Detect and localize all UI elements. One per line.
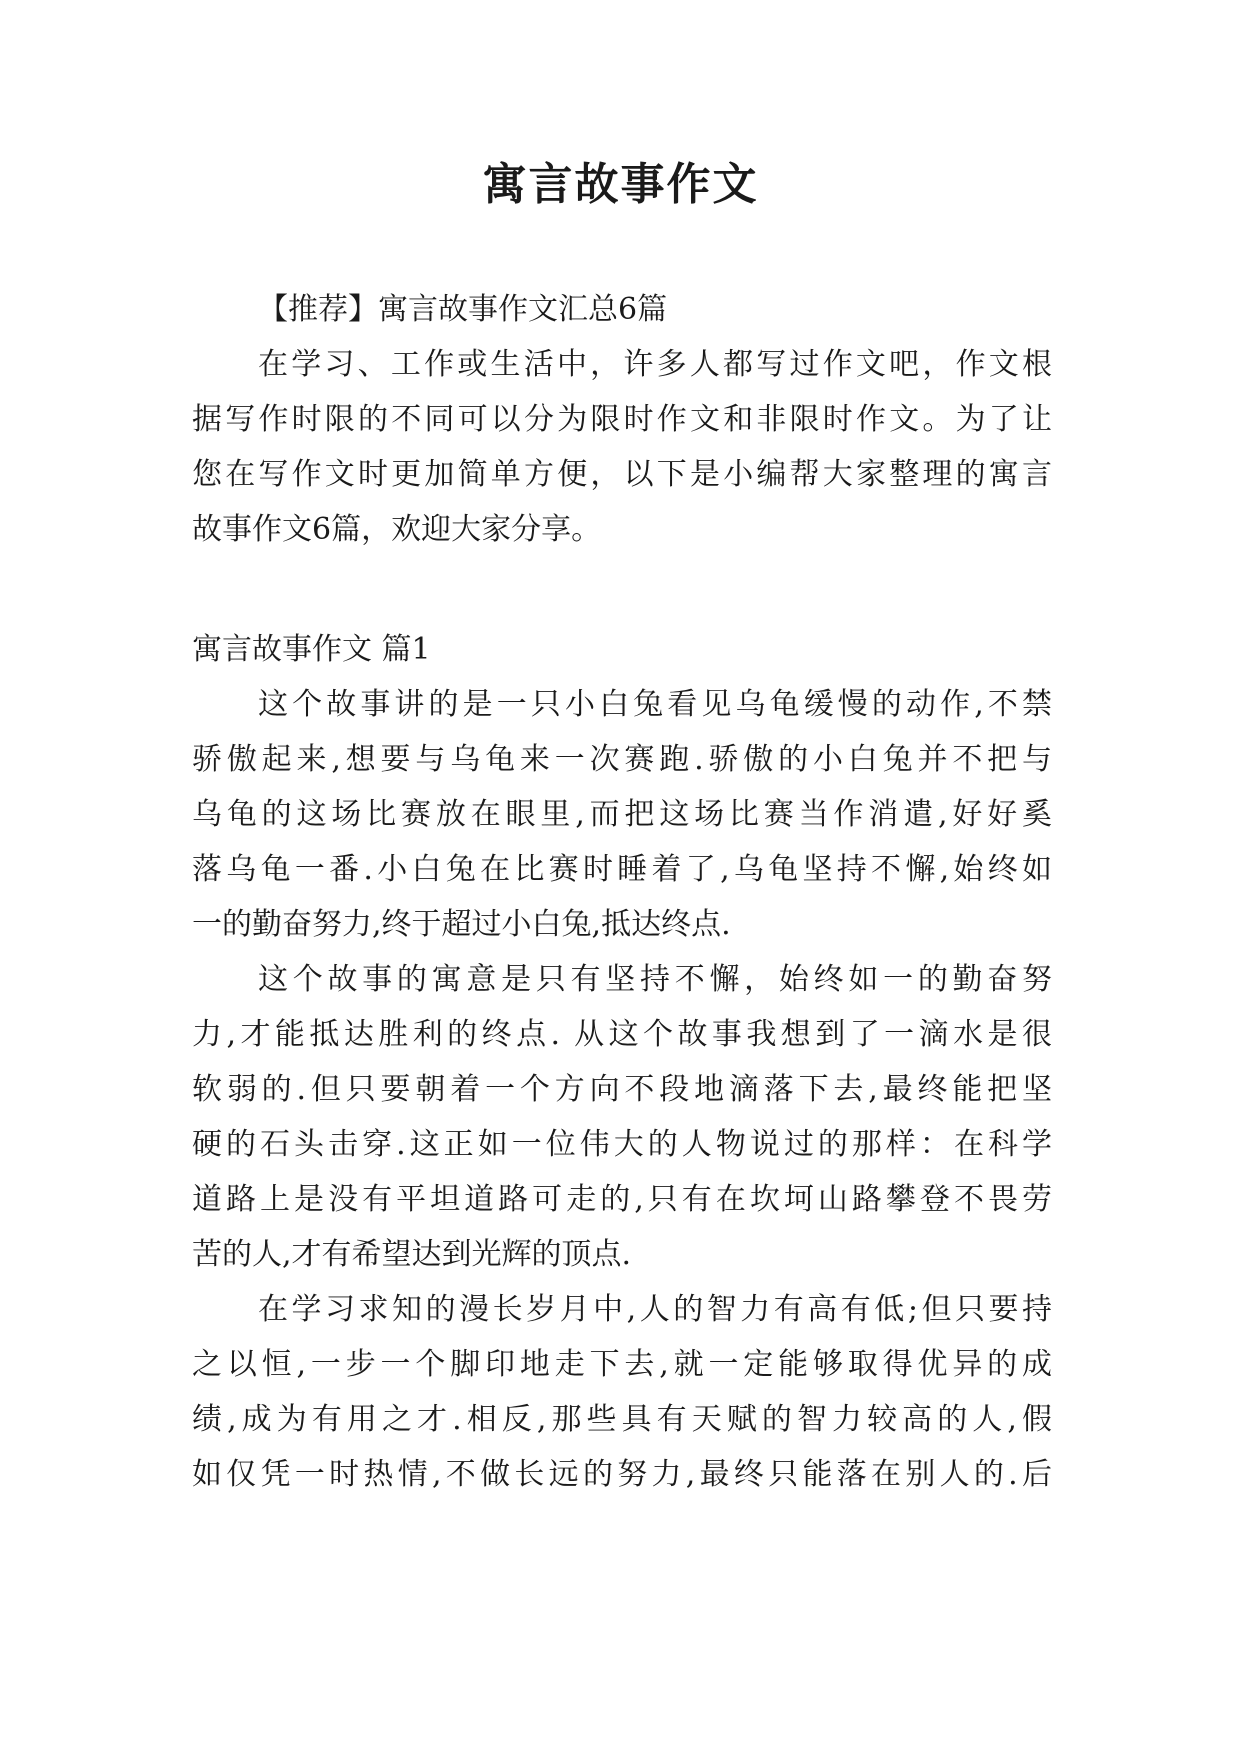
paragraph-line: 落乌龟一番.小白兔在比赛时睡着了,乌龟坚持不懈,始终如 (192, 852, 1052, 887)
paragraph-line: 您在写作文时更加简单方便，以下是小编帮大家整理的寓言 (192, 457, 1052, 492)
paragraph-line: 故事作文6篇，欢迎大家分享。 (192, 512, 602, 547)
paragraph-line: 骄傲起来,想要与乌龟来一次赛跑.骄傲的小白兔并不把与 (192, 742, 1052, 777)
paragraph-line: 乌龟的这场比赛放在眼里,而把这场比赛当作消遣,好好奚 (192, 797, 1052, 832)
paragraph-line: 在学习、工作或生活中，许多人都写过作文吧，作文根 (258, 347, 1052, 382)
paragraph-line: 一的勤奋努力,终于超过小白兔,抵达终点. (192, 907, 731, 942)
paragraph-line: 硬的石头击穿.这正如一位伟大的人物说过的那样：在科学 (192, 1127, 1052, 1162)
paragraph-line: 如仅凭一时热情,不做长远的努力,最终只能落在别人的.后 (192, 1457, 1052, 1492)
paragraph-line: 在学习求知的漫长岁月中,人的智力有高有低;但只要持 (258, 1292, 1052, 1327)
paragraph-line: 这个故事讲的是一只小白兔看见乌龟缓慢的动作,不禁 (258, 687, 1052, 722)
paragraph-line: 苦的人,才有希望达到光辉的顶点. (192, 1237, 632, 1272)
paragraph-line: 力,才能抵达胜利的终点. 从这个故事我想到了一滴水是很 (192, 1017, 1052, 1052)
paragraph-line: 道路上是没有平坦道路可走的,只有在坎坷山路攀登不畏劳 (192, 1182, 1052, 1217)
paragraph-line: 之以恒,一步一个脚印地走下去,就一定能够取得优异的成 (192, 1347, 1052, 1382)
paragraph-line: 这个故事的寓意是只有坚持不懈，始终如一的勤奋努 (258, 962, 1052, 997)
paragraph-line: 绩,成为有用之才.相反,那些具有天赋的智力较高的人,假 (192, 1402, 1052, 1437)
paragraph-line: 据写作时限的不同可以分为限时作文和非限时作文。为了让 (192, 402, 1052, 437)
document-title: 寓言故事作文 (482, 159, 759, 210)
recommend-line: 【推荐】寓言故事作文汇总6篇 (258, 292, 668, 327)
section-heading: 寓言故事作文 篇1 (192, 632, 431, 667)
paragraph-line: 软弱的.但只要朝着一个方向不段地滴落下去,最终能把坚 (192, 1072, 1052, 1107)
